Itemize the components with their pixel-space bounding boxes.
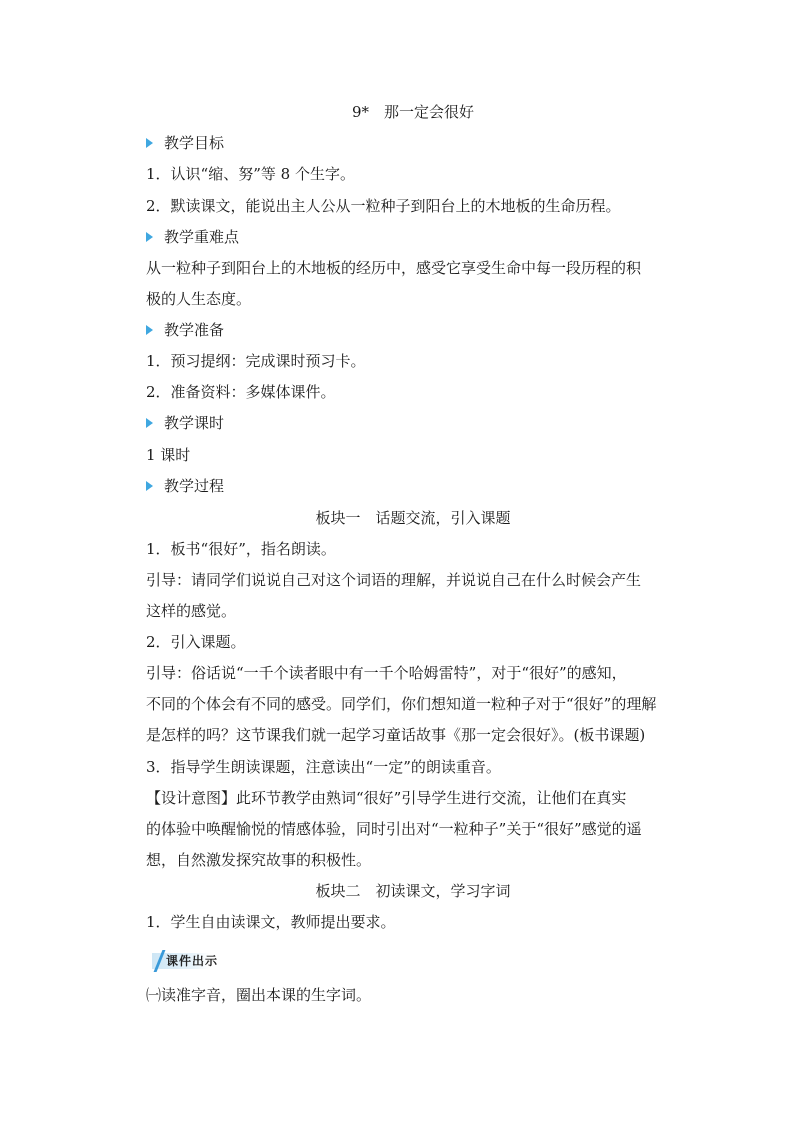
block-1-step-2: 2．引入课题。 bbox=[146, 633, 246, 651]
section-heading-periods bbox=[146, 413, 224, 433]
block-1-guide-2-line-1: 引导：俗话说“一千个读者眼中有一千个哈姆雷特”，对于“很好”的感知， bbox=[146, 664, 627, 682]
section-heading-process bbox=[146, 476, 224, 496]
section-heading-goals bbox=[146, 133, 224, 153]
section-heading-preparation bbox=[146, 320, 224, 340]
section-heading-key-points bbox=[146, 227, 239, 247]
block-1-guide-2-line-2: 不同的个体会有不同的感受。同学们，你们想知道一粒种子对于“很好”的理解 bbox=[146, 695, 657, 713]
section-heading-label: 教学准备 bbox=[164, 321, 225, 339]
block-1-guide-1-line-2: 这样的感觉。 bbox=[146, 602, 237, 620]
section-heading-label: 教学课时 bbox=[164, 414, 225, 432]
page-title: 9* 那一定会很好 bbox=[351, 103, 475, 121]
section-heading-label: 教学过程 bbox=[164, 477, 225, 495]
triangle-bullet-icon bbox=[146, 325, 153, 335]
block-2-title: 板块二 初读课文，学习字词 bbox=[315, 882, 511, 900]
preparation-item-1: 1．预习提纲：完成课时预习卡。 bbox=[146, 352, 366, 370]
courseware-badge bbox=[152, 951, 236, 973]
triangle-bullet-icon bbox=[146, 481, 153, 491]
triangle-bullet-icon bbox=[146, 138, 153, 148]
triangle-bullet-icon bbox=[146, 418, 153, 428]
block-2-step-1: 1．学生自由读课文，教师提出要求。 bbox=[146, 913, 396, 931]
section-heading-label: 教学目标 bbox=[164, 134, 225, 152]
block-1-design-line-1: 【设计意图】此环节教学由熟词“很好”引导学生进行交流，让他们在真实 bbox=[146, 789, 627, 807]
key-points-line-1: 从一粒种子到阳台上的木地板的经历中，感受它享受生命中每一段历程的积 bbox=[146, 259, 642, 277]
block-1-title: 板块一 话题交流，引入课题 bbox=[315, 509, 511, 527]
block-1-step-3: 3．指导学生朗读课题，注意读出“一定”的朗读重音。 bbox=[146, 758, 501, 776]
block-1-design-line-2: 的体验中唤醒愉悦的情感体验，同时引出对“一粒种子”关于“很好”感觉的遥 bbox=[146, 820, 642, 838]
courseware-text: ㈠读准字音，圈出本课的生字词。 bbox=[146, 986, 372, 1004]
key-points-line-2: 极的人生态度。 bbox=[146, 290, 252, 308]
goal-item-2: 2．默读课文，能说出主人公从一粒种子到阳台上的木地板的生命历程。 bbox=[146, 197, 621, 215]
section-heading-label: 教学重难点 bbox=[164, 228, 240, 246]
block-1-guide-2-line-3: 是怎样的吗？这节课我们就一起学习童话故事《那一定会很好》。(板书课题) bbox=[146, 726, 646, 744]
periods-value: 1 课时 bbox=[146, 446, 191, 464]
triangle-bullet-icon bbox=[146, 232, 153, 242]
block-1-design-line-3: 想，自然激发探究故事的积极性。 bbox=[146, 851, 372, 869]
courseware-badge-label: 课件出示 bbox=[166, 954, 219, 968]
goal-item-1: 1．认识“缩、努”等 8 个生字。 bbox=[146, 165, 355, 183]
block-1-step-1: 1．板书“很好”，指名朗读。 bbox=[146, 540, 336, 558]
block-1-guide-1-line-1: 引导：请同学们说说自己对这个词语的理解，并说说自己在什么时候会产生 bbox=[146, 571, 642, 589]
preparation-item-2: 2．准备资料：多媒体课件。 bbox=[146, 383, 336, 401]
